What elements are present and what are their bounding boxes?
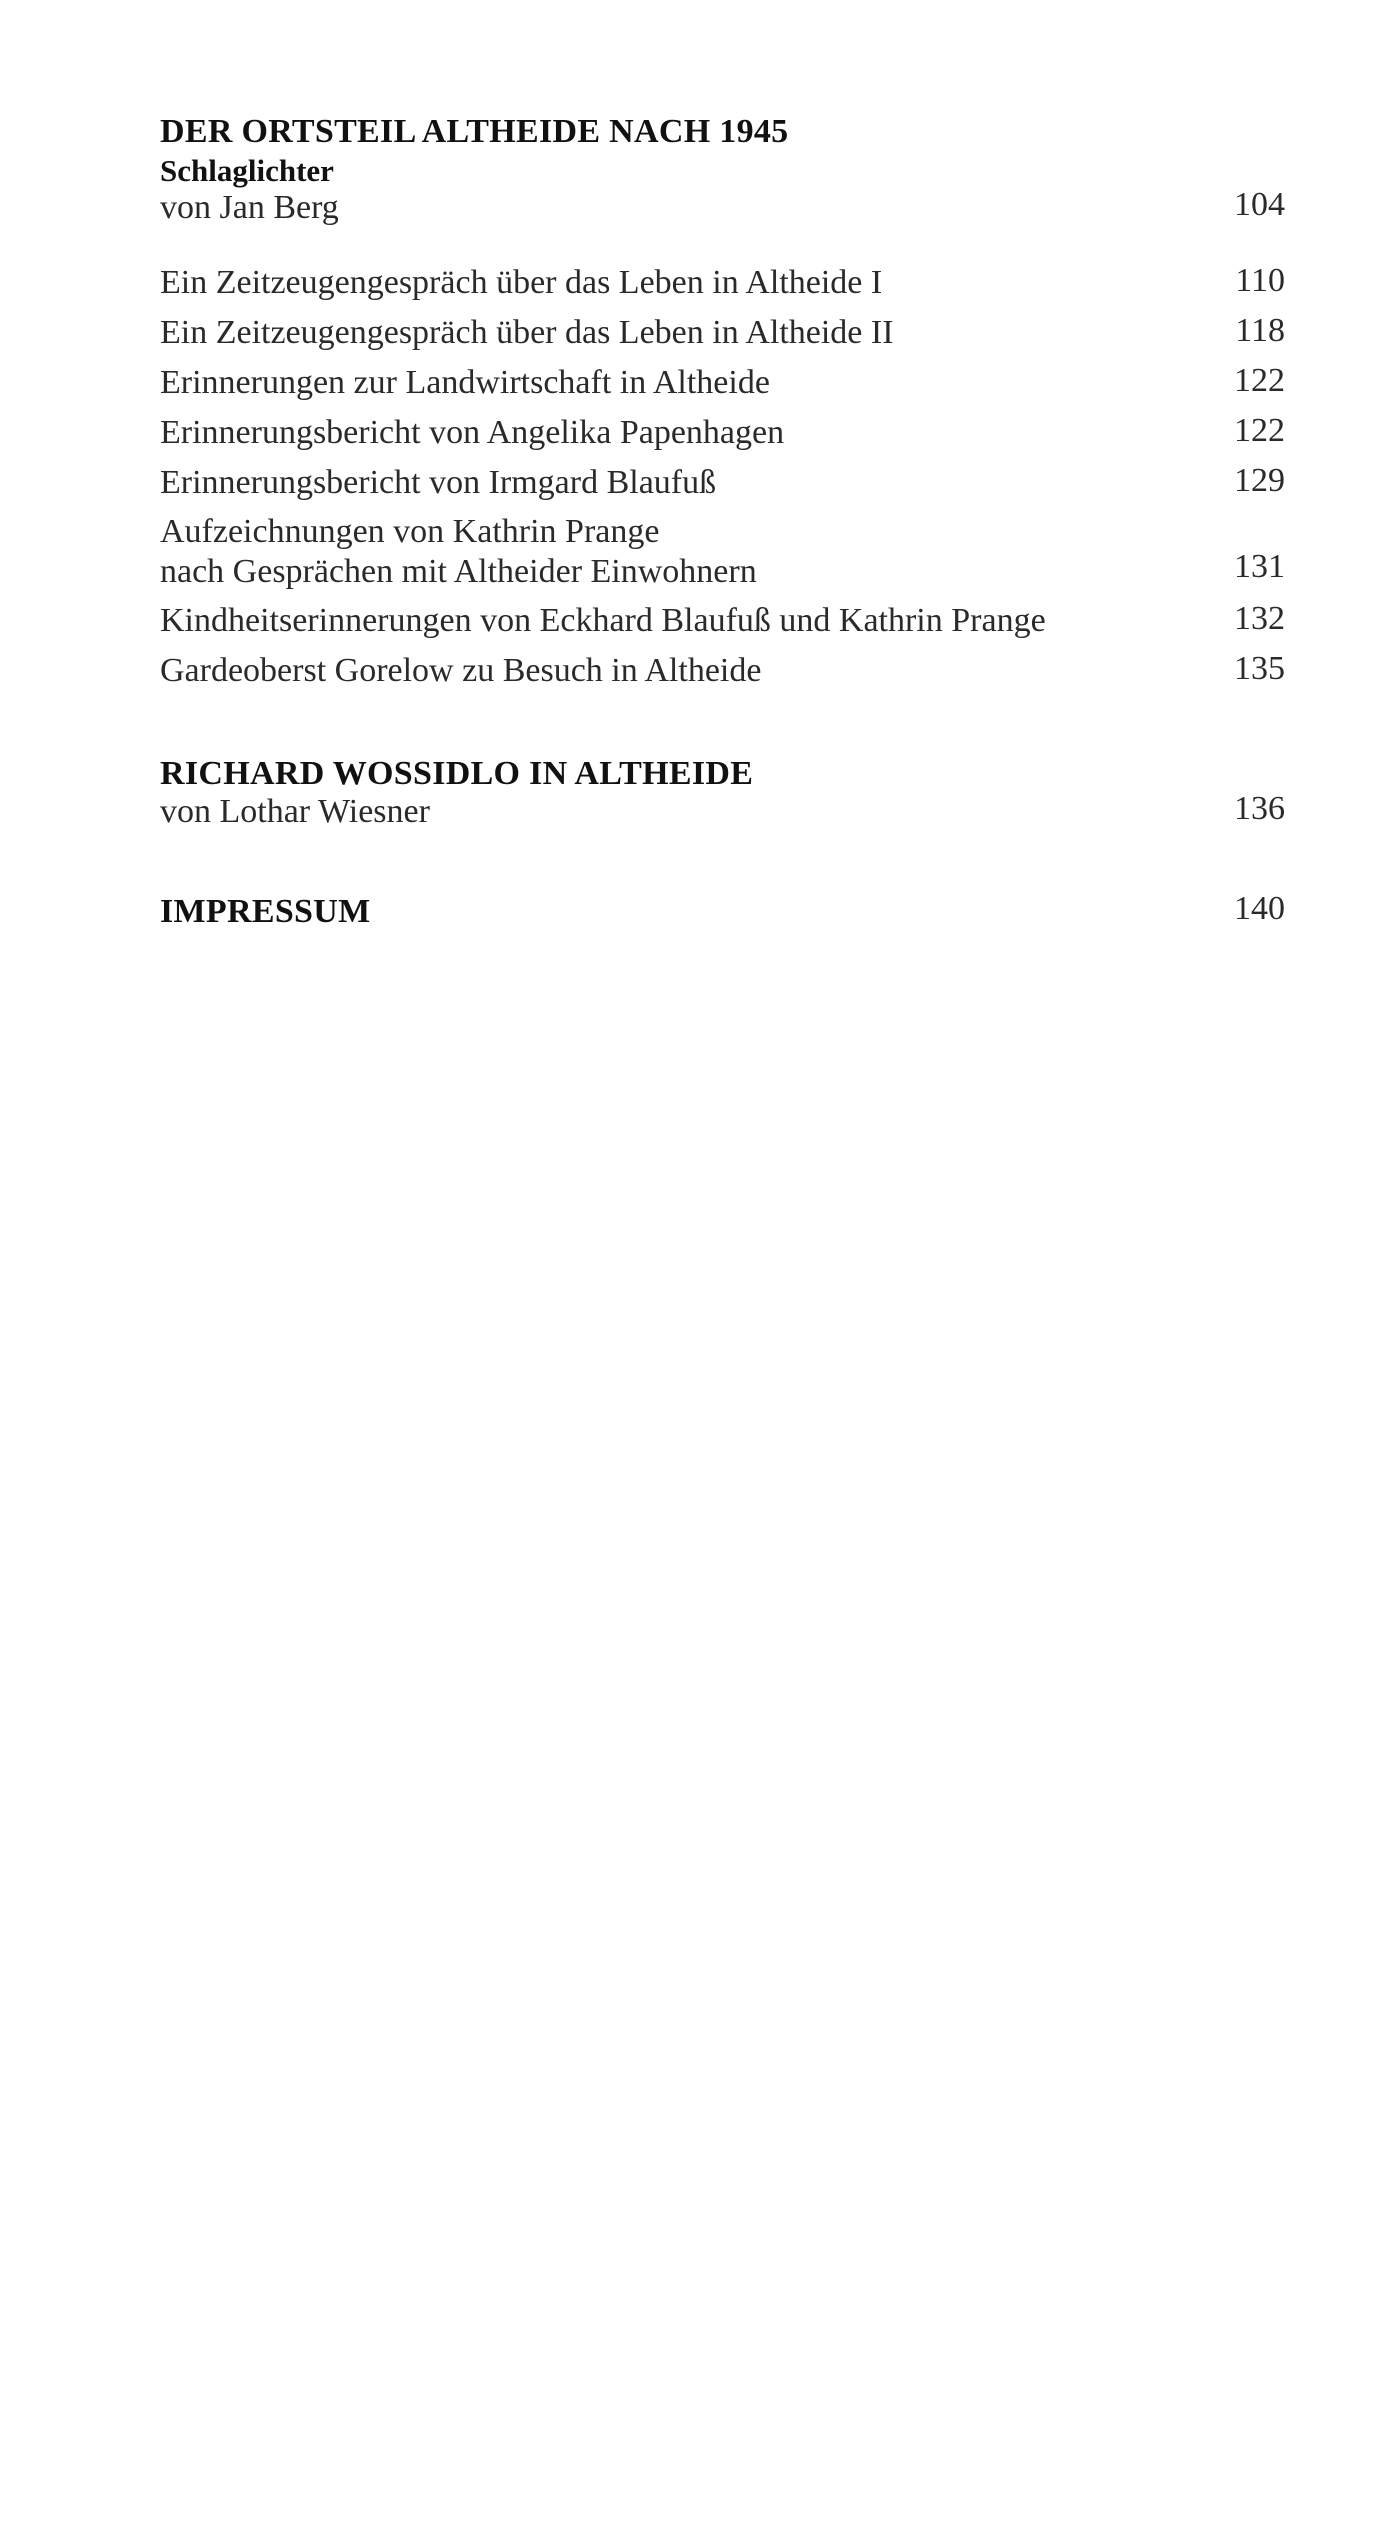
toc-entry <box>160 362 1285 412</box>
toc-entry <box>160 412 1285 462</box>
page-number: 135 <box>1234 650 1285 687</box>
toc-entry-title <box>160 512 1285 592</box>
toc-section-wossidlo <box>160 754 1285 834</box>
toc-author-row <box>160 186 1285 230</box>
toc-entry-title: Ein Zeitzeugengespräch über das Leben in Altheide II <box>160 314 894 351</box>
toc-entry <box>160 262 1285 312</box>
page-number: 136 <box>1234 790 1285 827</box>
page-number: 122 <box>1234 362 1285 399</box>
page-number: 131 <box>1234 548 1285 585</box>
toc-entry <box>160 312 1285 362</box>
toc-entry-title: Erinnerungsbericht von Irmgard Blaufuß <box>160 464 717 501</box>
toc-entry-list <box>160 262 1285 700</box>
author-name: von Jan Berg <box>160 189 339 226</box>
toc-author-row <box>160 790 1285 834</box>
toc-entry <box>160 462 1285 512</box>
page-number: 140 <box>1234 890 1285 927</box>
toc-section-impressum <box>160 892 1285 936</box>
toc-entry <box>160 650 1285 700</box>
toc-entry-title: Erinnerungen zur Landwirtschaft in Altheide <box>160 364 770 401</box>
toc-entry-title: Erinnerungsbericht von Angelika Papenhagen <box>160 414 785 451</box>
author-name: von Lothar Wiesner <box>160 793 430 830</box>
toc-entry-title-line: nach Gesprächen mit Altheider Einwohnern <box>160 553 757 590</box>
toc-entry-title: Gardeoberst Gorelow zu Besuch in Altheide <box>160 652 762 689</box>
toc-entry-title: Ein Zeitzeugengespräch über das Leben in Altheide I <box>160 264 883 301</box>
section-subheading: Schlaglichter <box>160 153 334 188</box>
toc-entry <box>160 892 1285 936</box>
page-number: 129 <box>1234 462 1285 499</box>
toc-entry-title-line: Aufzeichnungen von Kathrin Prange <box>160 513 660 550</box>
toc-section-ortsteil <box>160 112 1285 230</box>
page-number: 132 <box>1234 600 1285 637</box>
toc-entry-title: Kindheitserinnerungen von Eckhard Blaufuß und Kathrin Prange <box>160 602 1046 639</box>
page-number: 104 <box>1234 186 1285 223</box>
toc-entry <box>160 512 1285 600</box>
page-number: 122 <box>1234 412 1285 449</box>
page-number: 118 <box>1235 312 1285 349</box>
toc-entry <box>160 600 1285 650</box>
section-heading: RICHARD WOSSIDLO IN ALTHEIDE <box>160 755 754 792</box>
section-heading: IMPRESSUM <box>160 893 371 930</box>
page-number: 110 <box>1235 262 1285 299</box>
section-heading: DER ORTSTEIL ALTHEIDE NACH 1945 <box>160 113 789 150</box>
